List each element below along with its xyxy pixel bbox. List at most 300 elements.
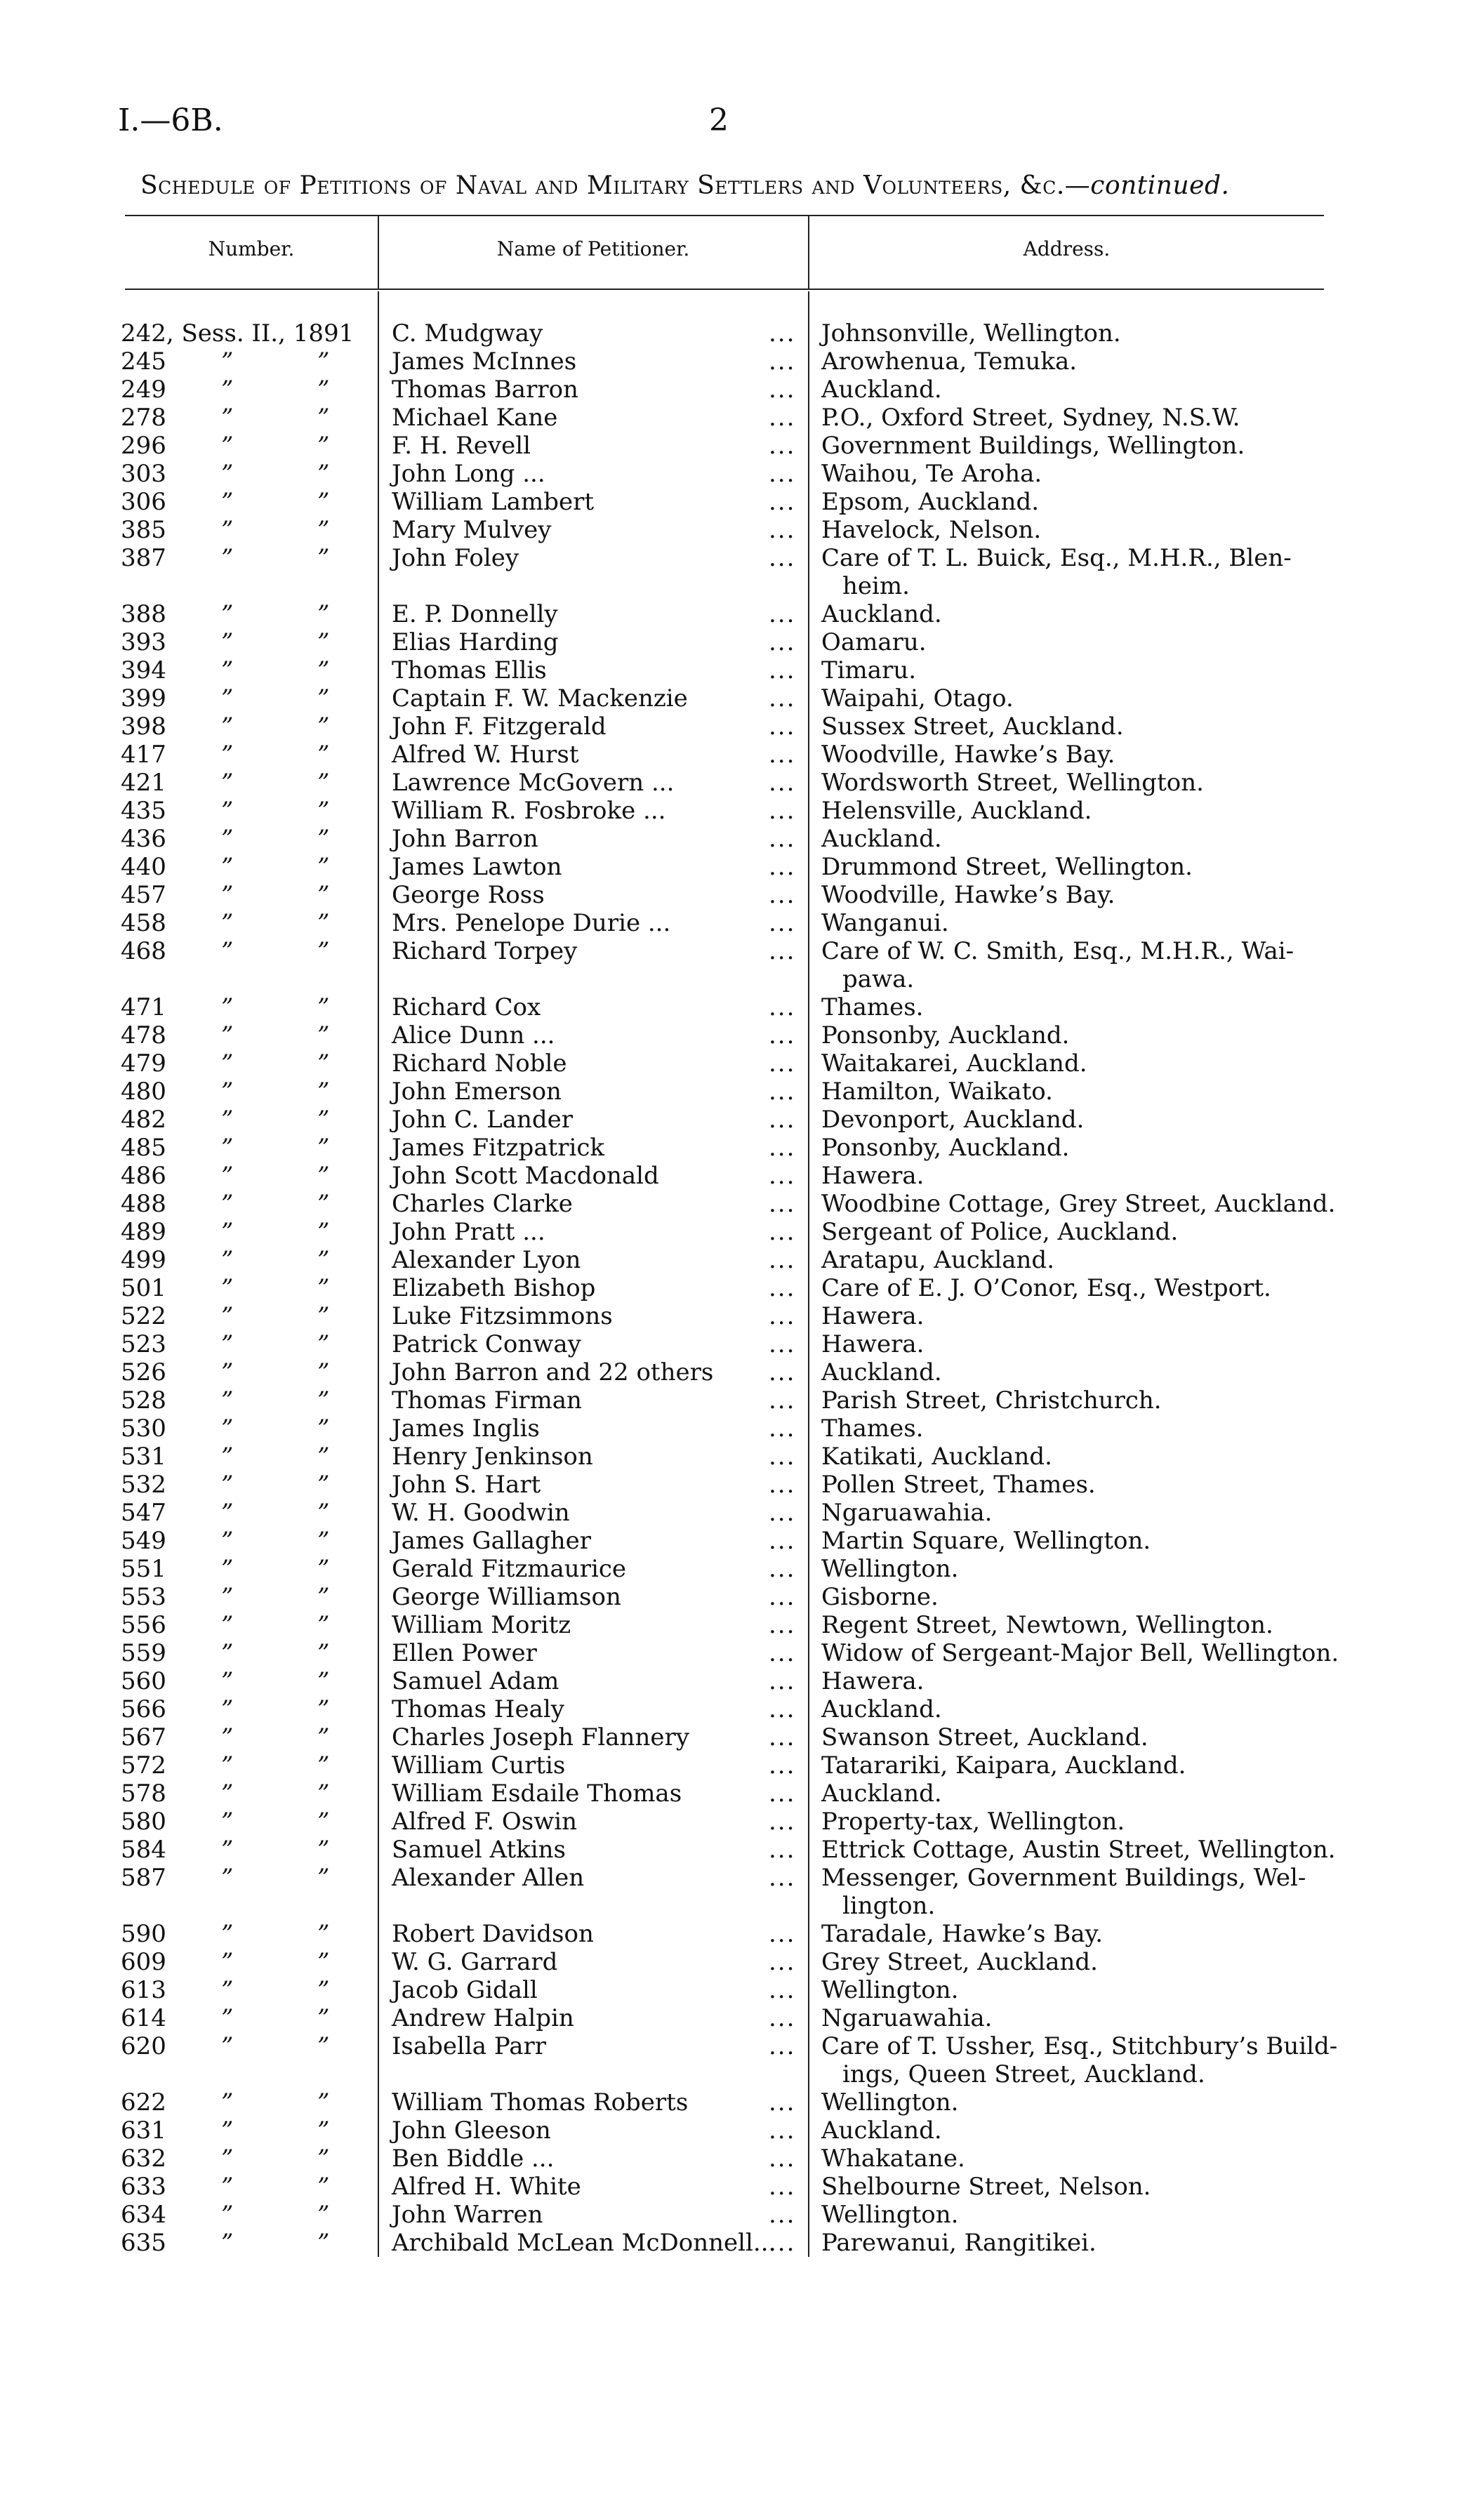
ditto-mark: ” <box>221 2201 234 2229</box>
table-row <box>0 319 1484 347</box>
petitioner-address <box>821 1920 1358 1948</box>
ditto-mark: ” <box>317 1190 330 1218</box>
address-line-continued: pawa. <box>842 965 915 993</box>
petitioner-name: Mrs. Penelope Durie ... <box>392 909 671 937</box>
column-header-address: Address. <box>1023 237 1111 260</box>
leader-dots: ... <box>769 1443 796 1471</box>
petition-number: 435 <box>121 797 166 825</box>
petition-number: 572 <box>121 1751 166 1780</box>
leader-dots: ... <box>769 1695 796 1723</box>
ditto-mark: ” <box>221 1106 234 1134</box>
petitioner-name: William Esdaile Thomas <box>392 1780 682 1808</box>
ditto-mark: ” <box>317 376 330 404</box>
leader-dots: ... <box>769 1246 796 1274</box>
address-line: Wellington. <box>821 1555 959 1583</box>
address-line: Swanson Street, Auckland. <box>821 1723 1148 1751</box>
ditto-mark: ” <box>317 404 330 432</box>
leader-dots: ... <box>769 1611 796 1639</box>
ditto-mark: ” <box>317 628 330 656</box>
ditto-mark: ” <box>221 1021 234 1049</box>
petitioner-address <box>821 909 1358 937</box>
table-row <box>0 1162 1484 1190</box>
address-line: Waihou, Te Aroha. <box>821 460 1042 488</box>
table-row <box>0 2088 1484 2117</box>
table-row <box>0 2201 1484 2229</box>
petition-number: 489 <box>121 1218 166 1246</box>
table-row <box>0 2032 1484 2088</box>
petitioner-name: John Barron and 22 others <box>392 1358 714 1386</box>
petition-number: 458 <box>121 909 166 937</box>
petitioner-address <box>821 404 1358 432</box>
petitioner-address <box>821 1836 1358 1864</box>
leader-dots: ... <box>769 1358 796 1386</box>
petitioner-address <box>821 1078 1358 1106</box>
petition-number: 457 <box>121 881 166 909</box>
leader-dots: ... <box>769 1274 796 1302</box>
title-text: Schedule of Petitions of Naval and Military Settlers and Volunteers, &c.— <box>140 171 1091 200</box>
petitioner-name: Elias Harding <box>392 628 559 656</box>
leader-dots: ... <box>769 1049 796 1078</box>
petition-number: 526 <box>121 1358 166 1386</box>
leader-dots: ... <box>769 2032 796 2060</box>
petitioner-address <box>821 2004 1358 2032</box>
petition-number: 488 <box>121 1190 166 1218</box>
leader-dots: ... <box>769 1780 796 1808</box>
table-row <box>0 2145 1484 2173</box>
leader-dots: ... <box>769 1415 796 1443</box>
ditto-mark: ” <box>221 376 234 404</box>
address-line: Thames. <box>821 993 924 1021</box>
petitioner-name: Ben Biddle ... <box>392 2145 555 2173</box>
ditto-mark: ” <box>221 2032 234 2060</box>
table-row <box>0 1836 1484 1864</box>
ditto-mark: ” <box>221 2229 234 2257</box>
petition-number: 303 <box>121 460 166 488</box>
petitioner-address <box>821 1948 1358 1976</box>
petitioner-address <box>821 1499 1358 1527</box>
ditto-mark: ” <box>317 516 330 544</box>
petition-number: 631 <box>121 2117 166 2145</box>
petitioner-name: John Pratt ... <box>392 1218 545 1246</box>
petitioner-name: John Long ... <box>392 460 545 488</box>
petitioner-name: Thomas Ellis <box>392 656 547 684</box>
table-row <box>0 1471 1484 1499</box>
table-row <box>0 1555 1484 1583</box>
address-line: Wordsworth Street, Wellington. <box>821 769 1204 797</box>
table-row <box>0 544 1484 600</box>
leader-dots: ... <box>769 1386 796 1415</box>
address-line: Havelock, Nelson. <box>821 516 1042 544</box>
petitioner-name: Alexander Allen <box>392 1864 585 1892</box>
ditto-mark: ” <box>221 937 234 965</box>
table-row <box>0 2229 1484 2257</box>
petitioner-address <box>821 1723 1358 1751</box>
petitioner-address <box>821 881 1358 909</box>
petitioner-address <box>821 1667 1358 1695</box>
address-line-continued: ings, Queen Street, Auckland. <box>842 2060 1205 2088</box>
ditto-mark: ” <box>221 881 234 909</box>
address-line: P.O., Oxford Street, Sydney, N.S.W. <box>821 404 1240 432</box>
address-line: Care of E. J. O’Conor, Esq., Westport. <box>821 1274 1271 1302</box>
ditto-mark: ” <box>317 1499 330 1527</box>
address-line: Sergeant of Police, Auckland. <box>821 1218 1179 1246</box>
table-row <box>0 1274 1484 1302</box>
ditto-mark: ” <box>317 2088 330 2117</box>
ditto-mark: ” <box>317 1302 330 1330</box>
leader-dots: ... <box>769 2088 796 2117</box>
ditto-mark: ” <box>221 1780 234 1808</box>
address-line: Sussex Street, Auckland. <box>821 713 1124 741</box>
petitioner-name: Archibald McLean McDonnell... <box>392 2229 776 2257</box>
ditto-mark: ” <box>317 2145 330 2173</box>
table-row <box>0 1190 1484 1218</box>
petitioner-address <box>821 347 1358 376</box>
table-row <box>0 1976 1484 2004</box>
leader-dots: ... <box>769 2145 796 2173</box>
petitioner-name: John S. Hart <box>392 1471 541 1499</box>
leader-dots: ... <box>769 2117 796 2145</box>
petitioner-name: George Ross <box>392 881 545 909</box>
petition-number: 468 <box>121 937 166 965</box>
address-line: Woodville, Hawke’s Bay. <box>821 741 1115 769</box>
ditto-mark: ” <box>317 1555 330 1583</box>
petition-number: 560 <box>121 1667 166 1695</box>
petitioner-name: E. P. Donnelly <box>392 600 558 628</box>
petition-number: 633 <box>121 2173 166 2201</box>
ditto-mark: ” <box>221 1920 234 1948</box>
ditto-mark: ” <box>221 1611 234 1639</box>
petitioner-address <box>821 600 1358 628</box>
address-line: Care of T. L. Buick, Esq., M.H.R., Blen- <box>821 544 1292 572</box>
petitioner-name: John Foley <box>392 544 519 572</box>
leader-dots: ... <box>769 993 796 1021</box>
petition-number: 471 <box>121 993 166 1021</box>
address-line: Woodbine Cottage, Grey Street, Auckland. <box>821 1190 1336 1218</box>
leader-dots: ... <box>769 1134 796 1162</box>
ditto-mark: ” <box>317 600 330 628</box>
address-line: Oamaru. <box>821 628 927 656</box>
petitioner-name: Mary Mulvey <box>392 516 552 544</box>
table-row <box>0 993 1484 1021</box>
ditto-mark: ” <box>317 1386 330 1415</box>
ditto-mark: ” <box>317 797 330 825</box>
table-row <box>0 404 1484 432</box>
petitioner-address <box>821 2088 1358 2117</box>
address-line: Wellington. <box>821 2088 959 2117</box>
ditto-mark: ” <box>317 1611 330 1639</box>
petitioner-address <box>821 1751 1358 1780</box>
ditto-mark: ” <box>221 1049 234 1078</box>
table-row <box>0 2004 1484 2032</box>
petition-number: 580 <box>121 1808 166 1836</box>
table-row <box>0 1808 1484 1836</box>
ditto-mark: ” <box>221 432 234 460</box>
leader-dots: ... <box>769 1162 796 1190</box>
address-line: Auckland. <box>821 1780 942 1808</box>
petitioner-address <box>821 1611 1358 1639</box>
table-row <box>0 460 1484 488</box>
address-line: Widow of Sergeant-Major Bell, Wellington. <box>821 1639 1339 1667</box>
petitioner-name: Captain F. W. Mackenzie <box>392 684 688 713</box>
petition-number: 566 <box>121 1695 166 1723</box>
leader-dots: ... <box>769 1218 796 1246</box>
table-row <box>0 1246 1484 1274</box>
petition-number: 578 <box>121 1780 166 1808</box>
petition-number: 614 <box>121 2004 166 2032</box>
petitioner-address <box>821 1976 1358 2004</box>
petition-number: 421 <box>121 769 166 797</box>
leader-dots: ... <box>769 432 796 460</box>
address-line: Ngaruawahia. <box>821 2004 993 2032</box>
table-row <box>0 1443 1484 1471</box>
address-line: Auckland. <box>821 2117 942 2145</box>
ditto-mark: ” <box>221 1078 234 1106</box>
petition-number: 249 <box>121 376 166 404</box>
table-row <box>0 2117 1484 2145</box>
leader-dots: ... <box>769 460 796 488</box>
leader-dots: ... <box>769 628 796 656</box>
petition-number: 551 <box>121 1555 166 1583</box>
table-row <box>0 881 1484 909</box>
petitioner-address <box>821 2229 1358 2257</box>
petition-number: 479 <box>121 1049 166 1078</box>
table-row <box>0 656 1484 684</box>
ditto-mark: ” <box>317 1162 330 1190</box>
petition-table-body <box>0 319 1484 2257</box>
petition-number: 486 <box>121 1162 166 1190</box>
petitioner-address <box>821 488 1358 516</box>
petitioner-name: James Inglis <box>392 1415 540 1443</box>
ditto-mark: ” <box>221 1808 234 1836</box>
ditto-mark: ” <box>317 1864 330 1892</box>
table-row <box>0 1583 1484 1611</box>
petition-number: 296 <box>121 432 166 460</box>
ditto-mark: ” <box>221 853 234 881</box>
table-row <box>0 1415 1484 1443</box>
ditto-mark: ” <box>317 853 330 881</box>
ditto-mark: ” <box>317 1274 330 1302</box>
table-top-rule <box>125 215 1324 216</box>
address-line: Tatarariki, Kaipara, Auckland. <box>821 1751 1186 1780</box>
ditto-mark: ” <box>221 825 234 853</box>
address-line: Wellington. <box>821 1976 959 2004</box>
petitioner-address <box>821 1330 1358 1358</box>
petition-number: 245 <box>121 347 166 376</box>
petitioner-name: William Thomas Roberts <box>392 2088 689 2117</box>
leader-dots: ... <box>769 769 796 797</box>
leader-dots: ... <box>769 1190 796 1218</box>
ditto-mark: ” <box>221 2088 234 2117</box>
leader-dots: ... <box>769 853 796 881</box>
petitioner-address <box>821 1808 1358 1836</box>
address-line: Katikati, Auckland. <box>821 1443 1052 1471</box>
petition-number: 549 <box>121 1527 166 1555</box>
ditto-mark: ” <box>221 1751 234 1780</box>
title-continued: continued. <box>1090 171 1230 200</box>
table-row <box>0 825 1484 853</box>
address-line: Pollen Street, Thames. <box>821 1471 1096 1499</box>
address-line: Timaru. <box>821 656 917 684</box>
ditto-mark: ” <box>317 1134 330 1162</box>
ditto-mark: ” <box>317 1780 330 1808</box>
leader-dots: ... <box>769 2201 796 2229</box>
petition-number: 478 <box>121 1021 166 1049</box>
table-row <box>0 488 1484 516</box>
table-row <box>0 1218 1484 1246</box>
petitioner-name: Richard Cox <box>392 993 541 1021</box>
address-line: Auckland. <box>821 1358 942 1386</box>
petition-number: 417 <box>121 741 166 769</box>
address-line: Epsom, Auckland. <box>821 488 1040 516</box>
leader-dots: ... <box>769 1836 796 1864</box>
ditto-mark: ” <box>221 1246 234 1274</box>
table-row <box>0 909 1484 937</box>
ditto-mark: ” <box>317 1667 330 1695</box>
petitioner-address <box>821 1190 1358 1218</box>
petition-number: 622 <box>121 2088 166 2117</box>
leader-dots: ... <box>769 1751 796 1780</box>
table-row <box>0 1695 1484 1723</box>
petition-number: 532 <box>121 1471 166 1499</box>
address-line: Parish Street, Christchurch. <box>821 1386 1162 1415</box>
address-line: Ponsonby, Auckland. <box>821 1021 1070 1049</box>
petitioner-address <box>821 1780 1358 1808</box>
petitioner-name: William Moritz <box>392 1611 571 1639</box>
table-header-rule <box>125 289 1324 290</box>
petition-number: 242, Sess. II., 1891 <box>121 319 355 347</box>
leader-dots: ... <box>769 741 796 769</box>
ditto-mark: ” <box>317 1246 330 1274</box>
ditto-mark: ” <box>317 1443 330 1471</box>
petitioner-address <box>821 1049 1358 1078</box>
petitioner-address <box>821 628 1358 656</box>
table-row <box>0 347 1484 376</box>
petitioner-name: John Gleeson <box>392 2117 551 2145</box>
petition-number: 553 <box>121 1583 166 1611</box>
ditto-mark: ” <box>317 1836 330 1864</box>
leader-dots: ... <box>769 1948 796 1976</box>
petitioner-name: Gerald Fitzmaurice <box>392 1555 626 1583</box>
petitioner-address <box>821 2201 1358 2229</box>
petition-number: 584 <box>121 1836 166 1864</box>
address-line-continued: lington. <box>842 1892 936 1920</box>
page-number: 2 <box>709 102 729 138</box>
ditto-mark: ” <box>221 1443 234 1471</box>
ditto-mark: ” <box>317 1415 330 1443</box>
petition-number: 620 <box>121 2032 166 2060</box>
petitioner-address <box>821 684 1358 713</box>
petitioner-address <box>821 1443 1358 1471</box>
petitioner-name: Robert Davidson <box>392 1920 594 1948</box>
ditto-mark: ” <box>317 2032 330 2060</box>
ditto-mark: ” <box>221 460 234 488</box>
petitioner-address <box>821 1695 1358 1723</box>
address-line: Devonport, Auckland. <box>821 1106 1085 1134</box>
ditto-mark: ” <box>317 1106 330 1134</box>
address-line: Hawera. <box>821 1330 925 1358</box>
petition-number: 530 <box>121 1415 166 1443</box>
petitioner-name: W. G. Garrard <box>392 1948 558 1976</box>
ditto-mark: ” <box>221 404 234 432</box>
petitioner-address <box>821 1415 1358 1443</box>
table-row <box>0 741 1484 769</box>
ditto-mark: ” <box>221 2117 234 2145</box>
petitioner-name: Jacob Gidall <box>392 1976 538 2004</box>
ditto-mark: ” <box>317 432 330 460</box>
address-line: Care of T. Ussher, Esq., Stitchbury’s Build- <box>821 2032 1338 2060</box>
ditto-mark: ” <box>317 909 330 937</box>
address-line: Hawera. <box>821 1302 925 1330</box>
petition-number: 385 <box>121 516 166 544</box>
ditto-mark: ” <box>317 460 330 488</box>
petitioner-address <box>821 2117 1358 2145</box>
ditto-mark: ” <box>317 937 330 965</box>
ditto-mark: ” <box>221 1415 234 1443</box>
petitioner-name: James Gallagher <box>392 1527 592 1555</box>
ditto-mark: ” <box>317 1920 330 1948</box>
address-line: Woodville, Hawke’s Bay. <box>821 881 1115 909</box>
petitioner-address <box>821 516 1358 544</box>
ditto-mark: ” <box>221 1976 234 2004</box>
address-line: Waitakarei, Auckland. <box>821 1049 1087 1078</box>
ditto-mark: ” <box>317 993 330 1021</box>
ditto-mark: ” <box>221 741 234 769</box>
leader-dots: ... <box>769 2173 796 2201</box>
petitioner-address <box>821 1274 1358 1302</box>
petitioner-address <box>821 432 1358 460</box>
petitioner-address <box>821 937 1358 993</box>
petitioner-name: Elizabeth Bishop <box>392 1274 596 1302</box>
ditto-mark: ” <box>317 2173 330 2201</box>
petitioner-address <box>821 1864 1358 1920</box>
petitioner-name: William Curtis <box>392 1751 566 1780</box>
address-line: Ettrick Cottage, Austin Street, Wellington. <box>821 1836 1336 1864</box>
table-row <box>0 1611 1484 1639</box>
ditto-mark: ” <box>221 769 234 797</box>
petitioner-name: John Warren <box>392 2201 543 2229</box>
address-line: Arowhenua, Temuka. <box>821 347 1078 376</box>
address-line: Ngaruawahia. <box>821 1499 993 1527</box>
petitioner-address <box>821 1386 1358 1415</box>
ditto-mark: ” <box>221 797 234 825</box>
ditto-mark: ” <box>317 1358 330 1386</box>
leader-dots: ... <box>769 488 796 516</box>
table-row <box>0 684 1484 713</box>
petition-number: 613 <box>121 1976 166 2004</box>
petitioner-name: Thomas Barron <box>392 376 578 404</box>
leader-dots: ... <box>769 797 796 825</box>
petitioner-name: George Williamson <box>392 1583 621 1611</box>
ditto-mark: ” <box>221 1218 234 1246</box>
petitioner-address <box>821 460 1358 488</box>
petition-number: 609 <box>121 1948 166 1976</box>
petition-number: 387 <box>121 544 166 572</box>
table-row <box>0 769 1484 797</box>
address-line-continued: heim. <box>842 572 910 600</box>
address-line: Hamilton, Waikato. <box>821 1078 1053 1106</box>
petitioner-address <box>821 1162 1358 1190</box>
petition-number: 528 <box>121 1386 166 1415</box>
petition-number: 531 <box>121 1443 166 1471</box>
leader-dots: ... <box>769 347 796 376</box>
ditto-mark: ” <box>221 2004 234 2032</box>
leader-dots: ... <box>769 1330 796 1358</box>
petition-number: 482 <box>121 1106 166 1134</box>
petitioner-address <box>821 656 1358 684</box>
petitioner-address <box>821 376 1358 404</box>
table-row <box>0 432 1484 460</box>
ditto-mark: ” <box>221 1695 234 1723</box>
